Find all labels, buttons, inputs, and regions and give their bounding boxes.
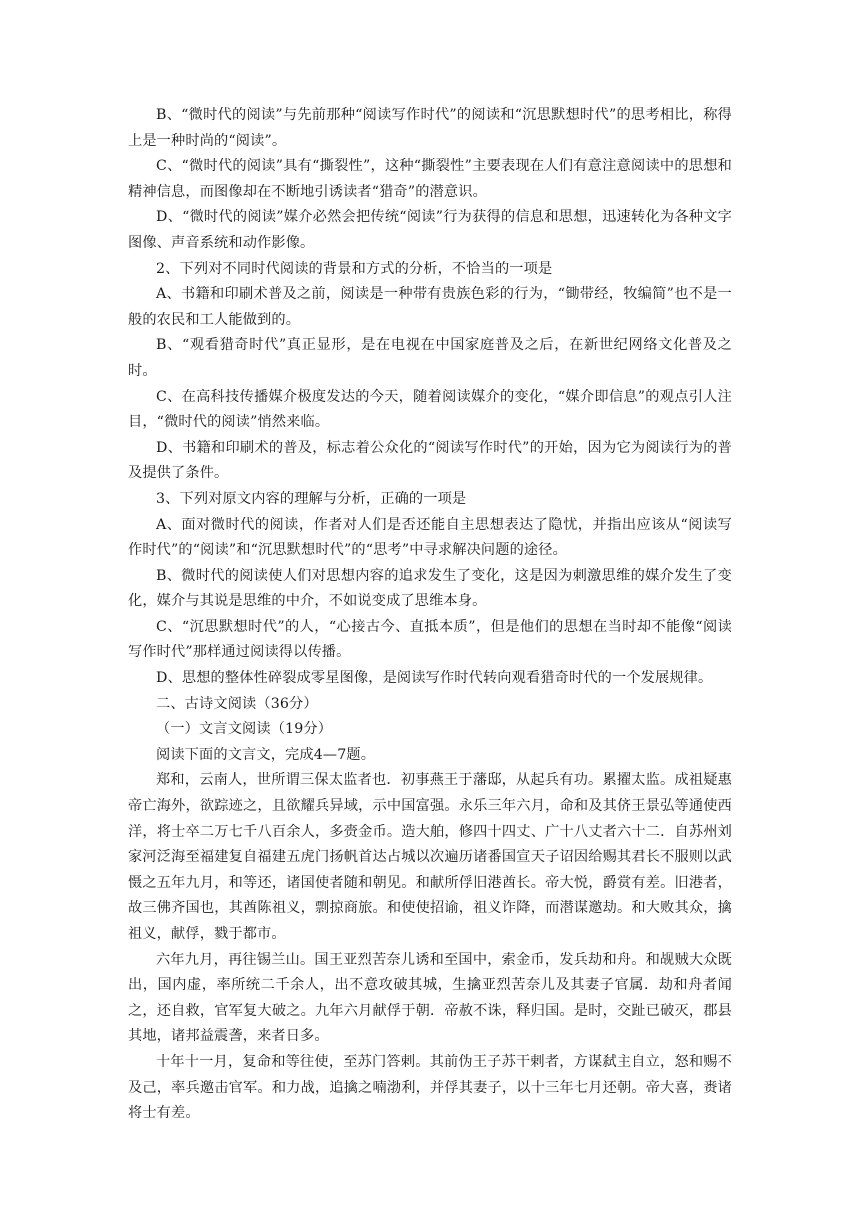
question-2-stem: 2、下列对不同时代阅读的背景和方式的分析，不恰当的一项是 [156, 260, 553, 277]
classical-passage-p1: 郑和，云南人，世所谓三保太监者也．初事燕王于藩邸，从起兵有功。累擢太监。成祖疑惠帝亡海外，欲踪迹之，且欲耀兵异域，示中国富强。永乐三年六月，命和及其侪王景弘等通使西洋，将士卒二万七千八百余人，多赍金币。造大舶，修四十四丈、广十八丈者六十二．自苏州刘家河泛海至福建复自福建五虎门扬帆首达占城以次遍历诸番国宣天子诏因给赐其君长不服则以武慑之五年九月，和等还，诸国使者随和朝见。和献所俘旧港酋长。帝大悦，爵赏有差。旧港者，故三佛齐国也，其酋陈祖义，剽掠商旅。和使使招谕，祖义诈降，而潜谋邀劫。和大败其众，擒祖义，献俘，戮于都市。 [128, 772, 732, 942]
document-page [128, 103, 732, 1127]
option-c-q1: C、“微时代的阅读”具有“撕裂性”，这种“撕裂性”主要表现在人们有意注意阅读中的思想和精神信息，而图像却在不断地引诱读者“猎奇”的潜意识。 [128, 158, 732, 200]
question-3-stem: 3、下列对原文内容的理解与分析，正确的一项是 [156, 490, 467, 507]
reading-instruction: 阅读下面的文言文，完成4—7题。 [156, 746, 376, 763]
option-b-q1: B、“微时代的阅读”与先前那种“阅读写作时代”的阅读和“沉思默想时代”的思考相比，称得上是一种时尚的“阅读”。 [128, 107, 732, 149]
option-b-q3: B、微时代的阅读使人们对思想内容的追求发生了变化，这是因为刺激思维的媒介发生了变化，媒介与其说是思维的中介，不如说变成了思维本身。 [128, 567, 732, 610]
option-d-q1: D、“微时代的阅读”媒介必然会把传统“阅读”行为获得的信息和思想，迅速转化为各种文字图像、声音系统和动作影像。 [128, 209, 732, 251]
option-a-q2: A、书籍和印刷术普及之前，阅读是一种带有贵族色彩的行为，“锄带经，牧编简”也不是一般的农民和工人能做到的。 [128, 286, 732, 328]
option-a-q3: A、面对微时代的阅读，作者对人们是否还能自主思想表达了隐忧，并指出应该从“阅读写作时代”的“阅读”和“沉思默想时代”的“思考”中寻求解决问题的途径。 [128, 516, 732, 559]
classical-passage-p3: 十年十一月，复命和等往使，至苏门答剌。其前伪王子苏干剌者，方谋弑主自立，怒和赐不及己，率兵邀击官军。和力战，追擒之喃渤利，并俘其妻子，以十三年七月还朝。帝大喜，赉诸将士有差。 [128, 1053, 732, 1122]
option-c-q3: C、“沉思默想时代”的人，“心接古今、直抵本质”，但是他们的思想在当时却不能像“阅读写作时代”那样通过阅读得以传播。 [128, 618, 732, 661]
option-d-q3: D、思想的整体性碎裂成零星图像，是阅读写作时代转向观看猎奇时代的一个发展规律。 [156, 670, 713, 687]
classical-passage-p2: 六年九月，再往锡兰山。国王亚烈苦奈儿诱和至国中，索金币，发兵劫和舟。和觇贼大众既出，国内虚，率所统二千余人，出不意攻破其城，生擒亚烈苦奈儿及其妻子官属．劫和舟者闻之，还自救，官军复大破之。九年六月献俘于朝．帝赦不诛，释归国。是时，交趾已破灭，郡县其地，诸邦益震詟，来者日多。 [128, 951, 732, 1045]
section-heading-classical: 二、古诗文阅读（36分） [156, 695, 318, 712]
subsection-heading: （一）文言文阅读（19分） [156, 721, 333, 738]
option-b-q2: B、“观看猎奇时代”真正显形，是在电视在中国家庭普及之后，在新世纪网络文化普及之时。 [128, 337, 732, 379]
option-d-q2: D、书籍和印刷术的普及，标志着公众化的“阅读写作时代”的开始，因为它为阅读行为的普及提供了条件。 [128, 439, 732, 482]
option-c-q2: C、在高科技传播媒介极度发达的今天，随着阅读媒介的变化，“媒介即信息”的观点引人注目，“微时代的阅读”悄然来临。 [128, 388, 732, 431]
